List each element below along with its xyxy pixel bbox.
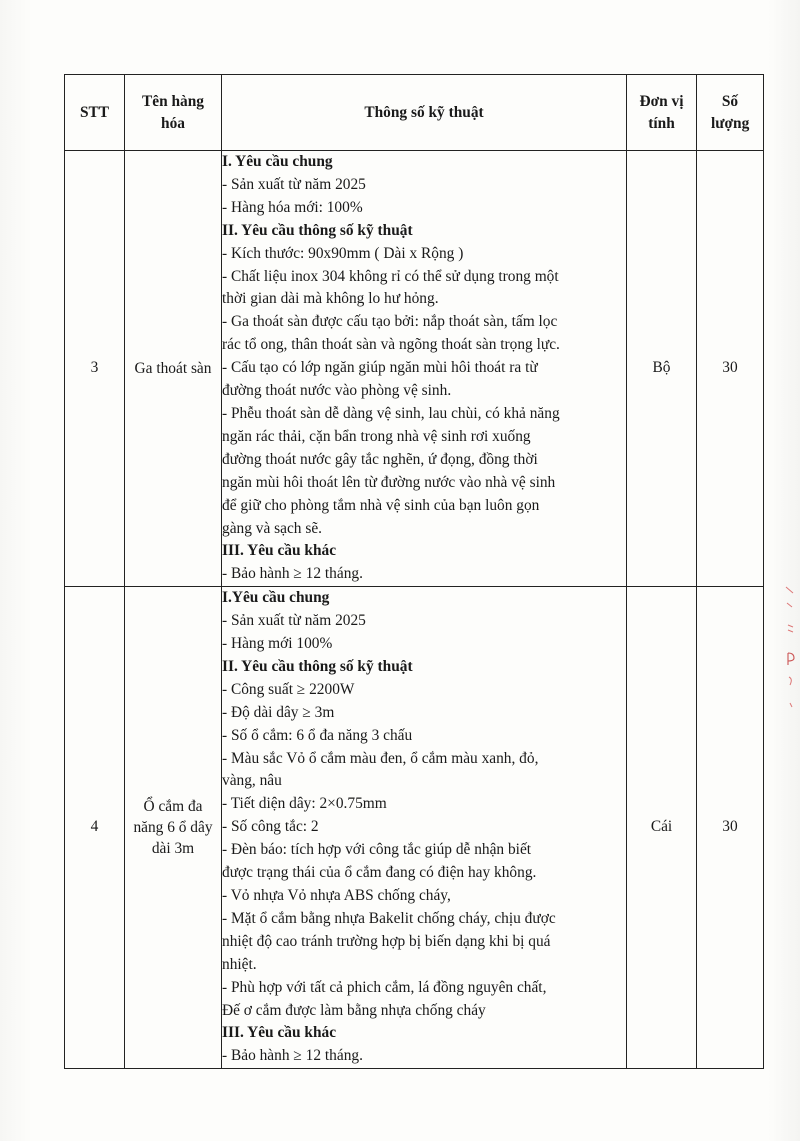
spec-section-heading: II. Yêu cầu thông số kỹ thuật (222, 221, 413, 239)
cell-item-name: Ga thoát sàn (125, 151, 222, 587)
spec-line: - Bảo hành ≥ 12 tháng. (222, 565, 363, 583)
specification-table (64, 74, 764, 1069)
spec-line: - Kích thước: 90x90mm ( Dài x Rộng ) (222, 244, 464, 262)
cell-quantity: 30 (697, 587, 764, 1069)
spec-line: - Ga thoát sàn được cấu tạo bởi: nắp thoát sàn, tấm lọc (222, 313, 558, 331)
cell-stt: 3 (65, 151, 125, 587)
spec-line: - Bảo hành ≥ 12 tháng. (222, 1047, 363, 1065)
spec-section-heading: III. Yêu cầu khác (222, 1024, 337, 1042)
spec-line: gàng và sạch sẽ. (222, 519, 323, 537)
cell-specification (222, 151, 627, 587)
spec-line: - Sản xuất từ năm 2025 (222, 612, 366, 630)
spec-line: ngăn mùi hôi thoát lên từ đường nước vào nhà vệ sinh (222, 473, 556, 491)
cell-stt: 4 (65, 587, 125, 1069)
table-row (65, 151, 764, 587)
spec-line: nhiệt độ cao tránh trường hợp bị biến dạng khi bị quá (222, 932, 551, 950)
spec-line: - Phù hợp với tất cả phich cắm, lá đồng nguyên chất, (222, 978, 547, 996)
spec-line: - Sản xuất từ năm 2025 (222, 175, 366, 193)
spec-line: - Phễu thoát sàn dễ dàng vệ sinh, lau chùi, có khả năng (222, 404, 560, 422)
spec-line: đường thoát nước gây tắc nghẽn, ứ đọng, đồng thời (222, 450, 538, 468)
header-unit: Đơn vị tính (627, 75, 697, 151)
spec-line: - Hàng mới 100% (222, 635, 333, 653)
spec-line: - Hàng hóa mới: 100% (222, 198, 363, 216)
spec-line: - Số ổ cắm: 6 ổ đa năng 3 chấu (222, 726, 413, 744)
table-row (65, 587, 764, 1069)
spec-line: - Đèn báo: tích hợp với công tắc giúp dễ nhận biết (222, 841, 532, 859)
spec-section-heading: I.Yêu cầu chung (222, 589, 330, 607)
table-body (65, 151, 764, 1069)
spec-line: để giữ cho phòng tắm nhà vệ sinh của bạn luôn gọn (222, 496, 540, 514)
header-item-name: Tên hàng hóa (125, 75, 222, 151)
spec-line: vàng, nâu (222, 772, 282, 790)
spec-line: đường thoát nước vào phòng vệ sinh. (222, 382, 452, 400)
spec-section-heading: II. Yêu cầu thông số kỹ thuật (222, 657, 413, 675)
spec-line: - Công suất ≥ 2200W (222, 680, 355, 698)
spec-line: - Độ dài dây ≥ 3m (222, 703, 335, 721)
table-header (65, 75, 764, 151)
header-stt: STT (65, 75, 125, 151)
header-quantity: Số lượng (697, 75, 764, 151)
spec-line: nhiệt. (222, 955, 257, 973)
spec-line: ngăn rác thải, cặn bẩn trong nhà vệ sinh rơi xuống (222, 427, 531, 445)
spec-line: được trạng thái của ổ cắm đang có điện hay không. (222, 864, 537, 882)
cell-item-name: Ổ cắm đa năng 6 ổ dây dài 3m (125, 587, 222, 1069)
spec-line: rác tổ ong, thân thoát sàn và ngõng thoát sàn trọng lực. (222, 336, 560, 354)
cell-unit: Bộ (627, 151, 697, 587)
spec-line: Đế ơ cắm được làm bằng nhựa chống cháy (222, 1001, 486, 1019)
spec-line: - Cấu tạo có lớp ngăn giúp ngăn mùi hôi thoát ra từ (222, 359, 538, 377)
spec-line: - Tiết diện dây: 2×0.75mm (222, 795, 387, 813)
spec-section-heading: III. Yêu cầu khác (222, 542, 337, 560)
header-specification: Thông số kỹ thuật (222, 75, 627, 151)
spec-line: - Số công tắc: 2 (222, 818, 319, 836)
cell-quantity: 30 (697, 151, 764, 587)
stamp-fragment (783, 585, 797, 735)
spec-line: thời gian dài mà không lo hư hỏng. (222, 290, 439, 308)
stamp-edge-marks (783, 585, 797, 735)
spec-section-heading: I. Yêu cầu chung (222, 153, 333, 170)
spec-line: - Mặt ổ cắm bằng nhựa Bakelit chống cháy, chịu được (222, 909, 556, 927)
spec-line: - Màu sắc Vỏ ổ cắm màu đen, ổ cắm màu xanh, đỏ, (222, 749, 539, 767)
cell-unit: Cái (627, 587, 697, 1069)
spec-line: - Vỏ nhựa Vỏ nhựa ABS chống cháy, (222, 887, 451, 904)
cell-specification (222, 587, 627, 1069)
spec-line: - Chất liệu inox 304 không rỉ có thể sử dụng trong một (222, 267, 559, 285)
